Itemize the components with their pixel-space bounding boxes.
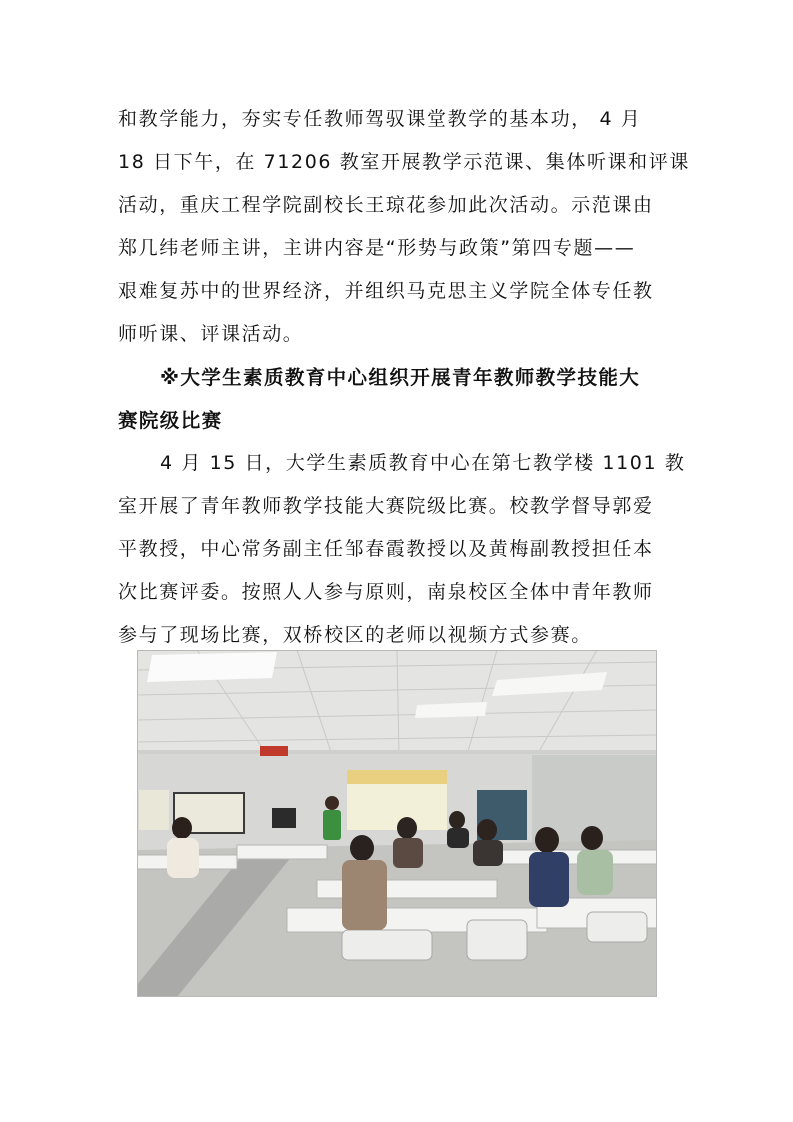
para2-line-3: 平教授，中心常务副主任邹春霞教授以及黄梅副教授担任本 xyxy=(118,538,654,560)
section-heading-line-1: ※大学生素质教育中心组织开展青年教师教学技能大 xyxy=(160,366,641,389)
para1-line-4: 郑几纬老师主讲，主讲内容是“形势与政策”第四专题—— xyxy=(118,237,636,259)
para1-line-6: 师听课、评课活动。 xyxy=(118,323,304,345)
para1-line-5: 艰难复苏中的世界经济，并组织马克思主义学院全体专任教 xyxy=(118,280,654,302)
para2-line-5: 参与了现场比赛，双桥校区的老师以视频方式参赛。 xyxy=(118,624,592,646)
para1-line-1: 和教学能力，夯实专任教师驾驭课堂教学的基本功， 4 月 xyxy=(118,108,642,130)
para2-line-4: 次比赛评委。按照人人参与原则，南泉校区全体中青年教师 xyxy=(118,581,654,603)
para1-line-2: 18 日下午，在 71206 教室开展教学示范课、集体听课和评课 xyxy=(118,151,690,173)
section-heading-line-2: 赛院级比赛 xyxy=(118,409,223,432)
para1-line-3: 活动，重庆工程学院副校长王琼花参加此次活动。示范课由 xyxy=(118,194,654,216)
para2-line-1: 4 月 15 日，大学生素质教育中心在第七教学楼 1101 教 xyxy=(160,452,686,474)
classroom-competition-photo xyxy=(137,650,657,997)
article-body xyxy=(118,98,690,657)
para2-line-2: 室开展了青年教师教学技能大赛院级比赛。校教学督导郭爱 xyxy=(118,495,654,517)
